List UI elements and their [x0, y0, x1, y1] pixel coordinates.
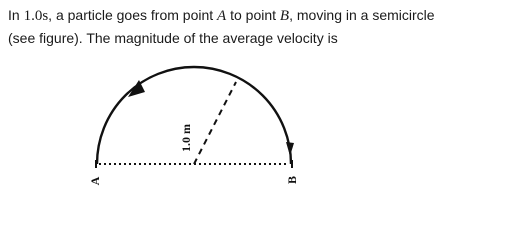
point-a-label: A — [88, 176, 102, 186]
question-to: to point — [226, 7, 280, 23]
question-suffix: , moving in a semicircle — [289, 7, 435, 23]
arc-arrow-right — [286, 142, 294, 156]
time-value: 1.0s — [23, 8, 49, 24]
radius-label: 1.0 m — [179, 124, 193, 152]
point-b-var: B — [279, 8, 290, 24]
question-line2: (see figure). The magnitude of the average velocity is — [8, 30, 338, 46]
radius-dashed-line — [194, 82, 236, 164]
point-b-label: B — [285, 175, 299, 185]
question-mid: , a particle goes from point — [48, 7, 218, 23]
question-prefix: In — [8, 7, 24, 23]
point-a-var: A — [217, 8, 227, 24]
semicircle-path — [97, 67, 291, 164]
